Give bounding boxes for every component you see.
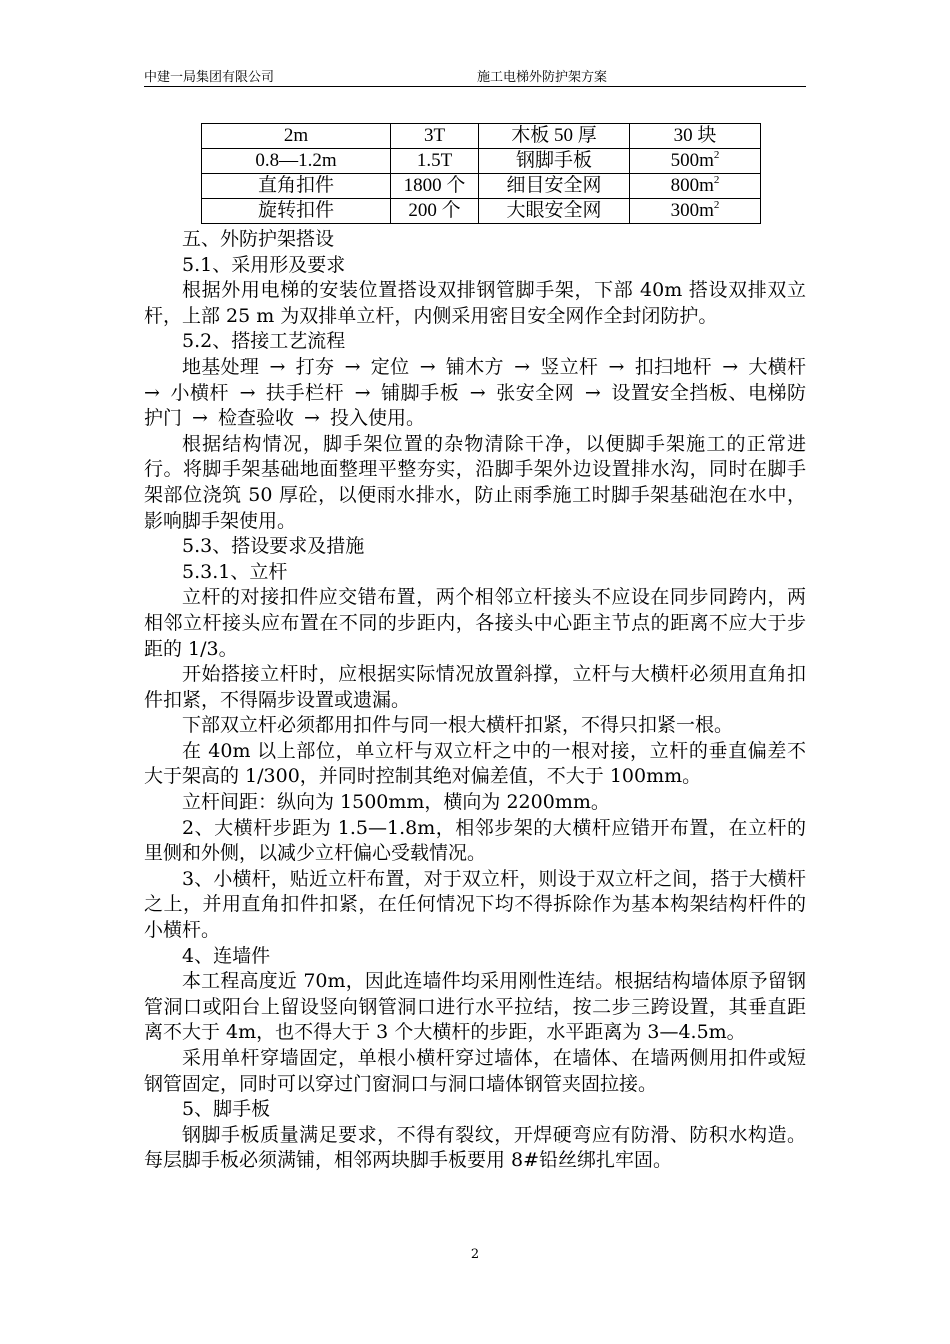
- header-company: 中建一局集团有限公司: [144, 70, 275, 85]
- subsection-heading: 5.1、采用形及要求: [182, 253, 346, 276]
- table-cell: 旋转扣件: [202, 199, 391, 224]
- table-cell: [630, 174, 761, 199]
- table-cell: 200 个: [391, 199, 479, 224]
- subsection-heading: 5.2、搭接工艺流程: [182, 330, 346, 353]
- paragraph: 本工程高度近 70m，因此连墙件均采用刚性连结。根据结构墙体原予留钢管洞口或阳台上留设竖向钢管洞口进行水平拉结，按二步三跨设置，其垂直距离不大于 4m，也不得大于 3 个大横杆的步距，水平距离为 3—4.5m。: [144, 970, 806, 1044]
- table-cell: 0.8—1.2m: [202, 149, 391, 174]
- materials-table: [201, 123, 761, 224]
- superscript: 2: [713, 199, 720, 211]
- superscript: 2: [713, 149, 720, 161]
- paragraph: 在 40m 以上部位，单立杆与双立杆之中的一根对接，立杆的垂直偏差不大于架高的 1/300，并同时控制其绝对偏差值，不大于 100mm。: [144, 739, 806, 788]
- table-cell: 细目安全网: [479, 174, 630, 199]
- subsection-heading: 5.3、搭设要求及措施: [182, 535, 365, 558]
- table-row: [202, 199, 761, 224]
- table-row: [202, 124, 761, 149]
- subsection-heading: 4、连墙件: [182, 944, 271, 967]
- document-body: [144, 227, 806, 1174]
- table-row: [202, 174, 761, 199]
- paragraph: 下部双立杆必须都用扣件与同一根大横杆扣紧，不得只扣紧一根。: [182, 714, 734, 737]
- quantity-value: 500m: [670, 150, 714, 171]
- paragraph: 开始搭接立杆时，应根据实际情况放置斜撑，立杆与大横杆必须用直角扣件扣紧，不得隔步设置或遗漏。: [144, 663, 806, 711]
- table-row: [202, 149, 761, 174]
- quantity-value: 300m: [670, 200, 714, 221]
- table-cell: [630, 199, 761, 224]
- table-cell: 1.5T: [391, 149, 479, 174]
- paragraph: 2、大横杆步距为 1.5—1.8m，相邻步架的大横杆应错开布置，在立杆的里侧和外侧，以减少立杆偏心受载情况。: [144, 816, 806, 865]
- paragraph: 3、小横杆，贴近立杆布置，对于双立杆，则设于双立杆之间，搭于大横杆之上，并用直角扣件扣紧，在任何情况下均不得拆除作为基本构架结构杆件的小横杆。: [144, 867, 806, 942]
- table-cell: 大眼安全网: [479, 199, 630, 224]
- subsection-heading: 5、脚手板: [182, 1098, 271, 1121]
- paragraph: 根据结构情况，脚手架位置的杂物清除干净，以便脚手架施工的正常进行。将脚手架基础地面整理平整夯实，沿脚手架外边设置排水沟，同时在脚手架部位浇筑 50 厚砼，以便雨水排水，防止雨季施工时脚手架基础泡在水中，影响脚手架使用。: [144, 432, 806, 532]
- table-cell: 1800 个: [391, 174, 479, 199]
- table-cell: 木板 50 厚: [479, 124, 630, 149]
- section-heading: 五、外防护架搭设: [182, 228, 335, 250]
- paragraph: 采用单杆穿墙固定，单根小横杆穿过墙体，在墙体、在墙两侧用扣件或短钢管固定，同时可以穿过门窗洞口与洞口墙体钢管夹固拉接。: [144, 1047, 806, 1095]
- quantity-value: 800m: [670, 175, 714, 196]
- table-cell: 直角扣件: [202, 174, 391, 199]
- table-cell: 3T: [391, 124, 479, 149]
- subsection-heading: 5.3.1、立杆: [182, 560, 288, 583]
- paragraph: 钢脚手板质量满足要求，不得有裂纹，开焊硬弯应有防滑、防积水构造。每层脚手板必须满铺，相邻两块脚手板要用 8#铅丝绑扎牢固。: [144, 1123, 806, 1172]
- table-cell: 2m: [202, 124, 391, 149]
- page-header: [144, 64, 806, 87]
- superscript: 2: [713, 174, 720, 186]
- header-doc-title: 施工电梯外防护架方案: [477, 70, 608, 85]
- paragraph: 立杆的对接扣件应交错布置，两个相邻立杆接头不应设在同步同跨内，两相邻立杆接头应布置在不同的步距内，各接头中心距主节点的距离不应大于步距的 1/3。: [144, 586, 806, 660]
- process-flow: 地基处理 → 打夯 → 定位 → 铺木方 → 竖立杆 → 扣扫地杆 → 大横杆 → 小横杆 → 扶手栏杆 → 铺脚手板 → 张安全网 → 设置安全挡板、电梯防护门 → 检查验收 → 投入使用。: [144, 355, 806, 430]
- page-number: 2: [470, 1247, 480, 1262]
- table-cell: 30 块: [630, 124, 761, 149]
- table-cell: 钢脚手板: [479, 149, 630, 174]
- paragraph: 根据外用电梯的安装位置搭设双排钢管脚手架，下部 40m 搭设双排双立杆，上部 25 m 为双排单立杆，内侧采用密目安全网作全封闭防护。: [144, 279, 806, 327]
- table-cell: [630, 149, 761, 174]
- paragraph: 立杆间距：纵向为 1500mm，横向为 2200mm。: [182, 791, 610, 814]
